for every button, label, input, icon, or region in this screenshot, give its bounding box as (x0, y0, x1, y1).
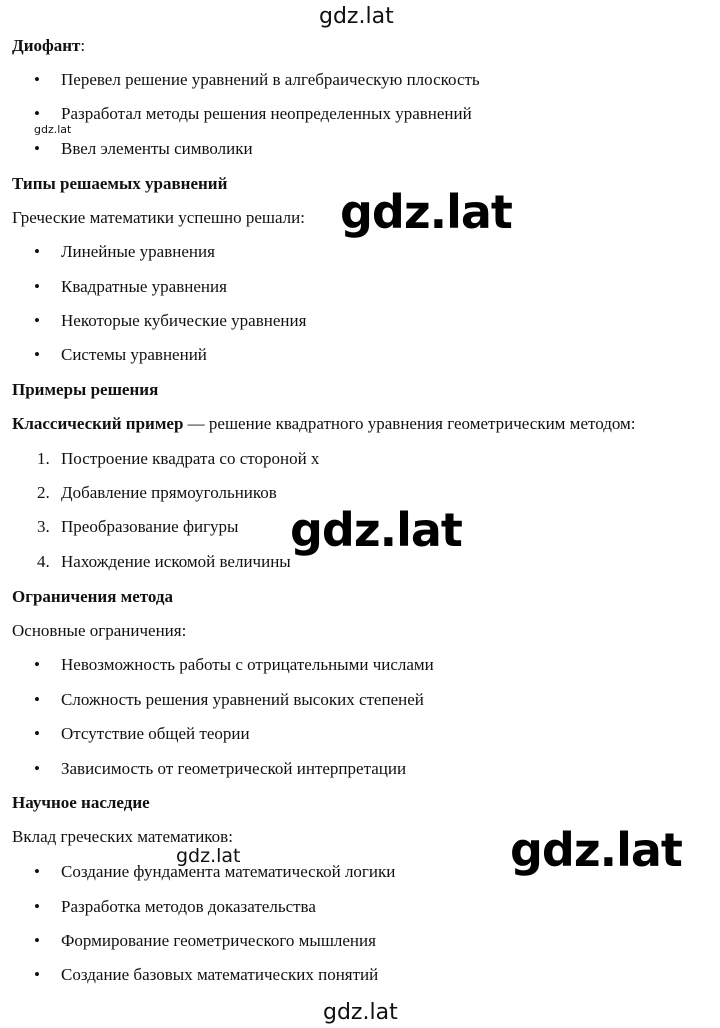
bullet: • (34, 655, 40, 674)
item-number: 4. (37, 552, 50, 571)
bullet: • (34, 862, 40, 881)
bullet: • (34, 759, 40, 778)
list-item-text: Разработал методы решения неопределенных уравнений (61, 104, 472, 123)
bullet: • (34, 931, 40, 950)
watermark-medium: gdz.lat (176, 845, 241, 867)
list-item-text: Нахождение искомой величины (61, 552, 291, 571)
list-item-text: Добавление прямоугольников (61, 483, 277, 502)
bullet: • (34, 311, 40, 330)
bullet: • (34, 277, 40, 296)
item-number: 1. (37, 449, 50, 468)
watermark-small: gdz.lat (34, 123, 72, 136)
bullet: • (34, 965, 40, 984)
bullet: • (34, 724, 40, 743)
examples-heading: Примеры решения (12, 380, 159, 399)
list-item-text: Создание фундамента математической логики (61, 862, 396, 881)
list-item-text: Отсутствие общей теории (61, 724, 250, 743)
limits-intro: Основные ограничения: (12, 621, 187, 640)
classic-example-text: — решение квадратного уравнения геометрическим методом: (183, 414, 636, 433)
limits-heading: Ограничения метода (12, 587, 174, 606)
types-intro: Греческие математики успешно решали: (12, 208, 305, 227)
bullet: • (34, 690, 40, 709)
list-item-text: Преобразование фигуры (61, 517, 239, 536)
classic-example-label: Классический пример (12, 414, 184, 433)
list-item-text: Построение квадрата со стороной x (61, 449, 320, 468)
list-item-text: Зависимость от геометрической интерпретации (61, 759, 407, 778)
legacy-heading: Научное наследие (12, 793, 150, 812)
bullet: • (34, 897, 40, 916)
bullet: • (34, 70, 40, 89)
list-item-text: Ввел элементы символики (61, 139, 253, 158)
classic-example-line (12, 414, 636, 434)
list-item-text: Сложность решения уравнений высоких степеней (61, 690, 424, 709)
list-item-text: Квадратные уравнения (61, 277, 227, 296)
item-number: 2. (37, 483, 50, 502)
legacy-intro: Вклад греческих математиков: (12, 827, 233, 846)
bullet: • (34, 345, 40, 364)
watermark-bottom: gdz.lat (323, 1000, 398, 1025)
heading-colon: : (80, 36, 86, 55)
bullet: • (34, 242, 40, 261)
diophantus-heading-line (12, 36, 85, 56)
list-item-text: Формирование геометрического мышления (61, 931, 376, 950)
diophantus-heading: Диофант (12, 36, 81, 55)
list-item-text: Линейные уравнения (61, 242, 215, 261)
list-item-text: Некоторые кубические уравнения (61, 311, 307, 330)
types-heading: Типы решаемых уравнений (12, 174, 228, 193)
list-item-text: Невозможность работы с отрицательными числами (61, 655, 434, 674)
list-item-text: Системы уравнений (61, 345, 207, 364)
list-item-text: Создание базовых математических понятий (61, 965, 379, 984)
watermark-top: gdz.lat (319, 4, 394, 29)
watermark-large: gdz.lat (510, 823, 682, 877)
item-number: 3. (37, 517, 50, 536)
bullet: • (34, 104, 40, 123)
list-item-text: Разработка методов доказательства (61, 897, 316, 916)
list-item-text: Перевел решение уравнений в алгебраическую плоскость (61, 70, 480, 89)
watermark-large: gdz.lat (340, 185, 512, 239)
bullet: • (34, 139, 40, 158)
watermark-large: gdz.lat (290, 503, 462, 557)
